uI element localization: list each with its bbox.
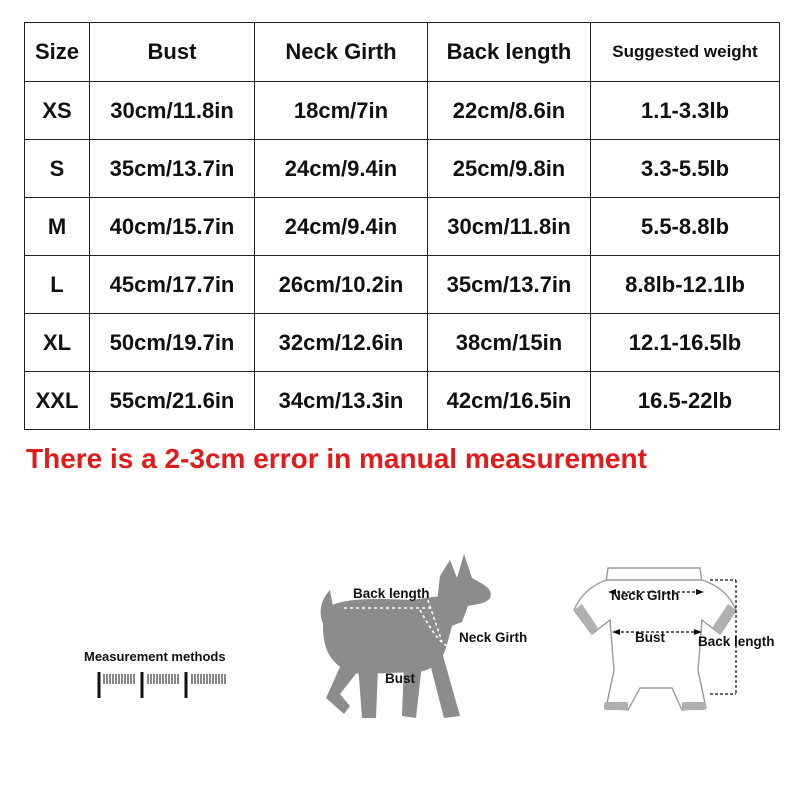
- dog-back-length-label: Back length: [353, 586, 430, 601]
- header-back-length: Back length: [428, 23, 591, 82]
- size-cell: XS: [25, 82, 90, 140]
- neck-girth-cell: 26cm/10.2in: [255, 256, 428, 314]
- bust-cell: 45cm/17.7in: [90, 256, 255, 314]
- table-header-row: [25, 23, 780, 82]
- table-row: [25, 140, 780, 198]
- ruler-icon: [96, 670, 244, 702]
- table-row: [25, 82, 780, 140]
- size-cell: M: [25, 198, 90, 256]
- table-row: [25, 256, 780, 314]
- neck-girth-cell: 18cm/7in: [255, 82, 428, 140]
- weight-cell: 12.1-16.5lb: [591, 314, 780, 372]
- weight-cell: 5.5-8.8lb: [591, 198, 780, 256]
- neck-girth-cell: 34cm/13.3in: [255, 372, 428, 430]
- size-cell: S: [25, 140, 90, 198]
- table-row: [25, 372, 780, 430]
- back-length-cell: 25cm/9.8in: [428, 140, 591, 198]
- garment-bust-label: Bust: [635, 630, 665, 645]
- weight-cell: 3.3-5.5lb: [591, 140, 780, 198]
- neck-girth-cell: 24cm/9.4in: [255, 198, 428, 256]
- neck-girth-cell: 24cm/9.4in: [255, 140, 428, 198]
- dog-neck-girth-label: Neck Girth: [459, 630, 528, 645]
- header-size: Size: [25, 23, 90, 82]
- bust-cell: 55cm/21.6in: [90, 372, 255, 430]
- size-chart-table: [24, 22, 780, 430]
- neck-girth-cell: 32cm/12.6in: [255, 314, 428, 372]
- table-row: [25, 198, 780, 256]
- size-cell: XL: [25, 314, 90, 372]
- header-neck-girth: Neck Girth: [255, 23, 428, 82]
- header-suggested-weight: Suggested weight: [591, 23, 780, 82]
- measurement-methods-label: Measurement methods: [84, 649, 226, 664]
- bust-cell: 30cm/11.8in: [90, 82, 255, 140]
- weight-cell: 1.1-3.3lb: [591, 82, 780, 140]
- measurement-error-note: There is a 2-3cm error in manual measurement: [26, 443, 647, 474]
- bust-cell: 40cm/15.7in: [90, 198, 255, 256]
- weight-cell: 16.5-22lb: [591, 372, 780, 430]
- back-length-cell: 38cm/15in: [428, 314, 591, 372]
- header-bust: Bust: [90, 23, 255, 82]
- back-length-cell: 35cm/13.7in: [428, 256, 591, 314]
- garment-neck-girth-label: Neck Girth: [611, 588, 680, 603]
- bust-cell: 50cm/19.7in: [90, 314, 255, 372]
- size-cell: L: [25, 256, 90, 314]
- garment-back-length-label: Back length: [698, 634, 775, 649]
- weight-cell: 8.8lb-12.1lb: [591, 256, 780, 314]
- back-length-cell: 30cm/11.8in: [428, 198, 591, 256]
- bust-cell: 35cm/13.7in: [90, 140, 255, 198]
- dog-bust-label: Bust: [385, 671, 415, 686]
- size-cell: XXL: [25, 372, 90, 430]
- back-length-cell: 22cm/8.6in: [428, 82, 591, 140]
- table-row: [25, 314, 780, 372]
- back-length-cell: 42cm/16.5in: [428, 372, 591, 430]
